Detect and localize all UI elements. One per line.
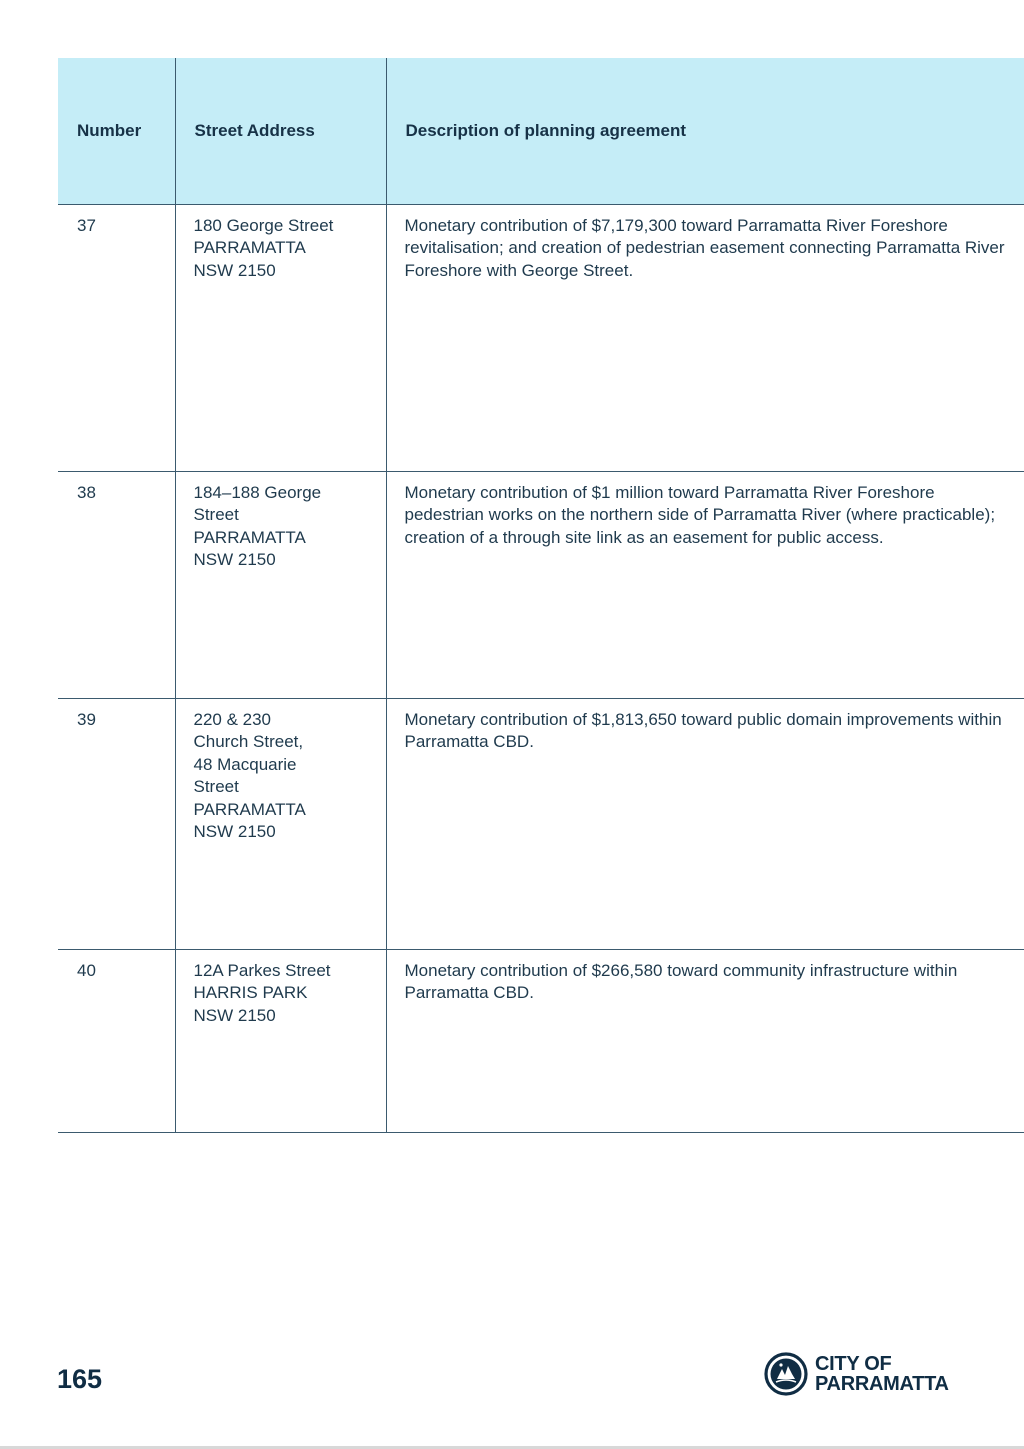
header-description: Description of planning agreement: [386, 58, 1024, 204]
row-number: 38: [58, 471, 175, 698]
row-street-address: 12A Parkes Street HARRIS PARK NSW 2150: [175, 949, 386, 1132]
row-description: Monetary contribution of $266,580 toward community infrastructure within Parramatta CBD.: [386, 949, 1024, 1132]
header-street-address: Street Address: [175, 58, 386, 204]
row-street-address: 180 George Street PARRAMATTA NSW 2150: [175, 204, 386, 471]
row-description: Monetary contribution of $7,179,300 toward Parramatta River Foreshore revitalisation; and creation of pedestrian easement connecting Parramatta River Foreshore with George Street.: [386, 204, 1024, 471]
planning-agreements-table: [58, 58, 1024, 1133]
table-row: [58, 204, 1024, 471]
council-emblem-icon: [764, 1352, 808, 1396]
row-street-address: 220 & 230 Church Street, 48 Macquarie Street PARRAMATTA NSW 2150: [175, 698, 386, 949]
city-of-parramatta-logo: [764, 1352, 954, 1398]
row-description: Monetary contribution of $1 million toward Parramatta River Foreshore pedestrian works on the northern side of Parramatta River (where practicable); creation of a through site link as an easement for public access.: [386, 471, 1024, 698]
page-number: 165: [57, 1364, 103, 1394]
header-number: Number: [58, 58, 175, 204]
row-street-address: 184–188 George Street PARRAMATTA NSW 2150: [175, 471, 386, 698]
table-row: [58, 698, 1024, 949]
row-number: 37: [58, 204, 175, 471]
table-row: [58, 949, 1024, 1132]
table-header-row: [58, 58, 1024, 204]
logo-line-1: CITY OF: [815, 1353, 892, 1375]
logo-line-2: PARRAMATTA: [815, 1373, 949, 1395]
row-number: 40: [58, 949, 175, 1132]
row-number: 39: [58, 698, 175, 949]
row-description: Monetary contribution of $1,813,650 toward public domain improvements within Parramatta CBD.: [386, 698, 1024, 949]
logo-wordmark: [815, 1354, 949, 1394]
table-row: [58, 471, 1024, 698]
